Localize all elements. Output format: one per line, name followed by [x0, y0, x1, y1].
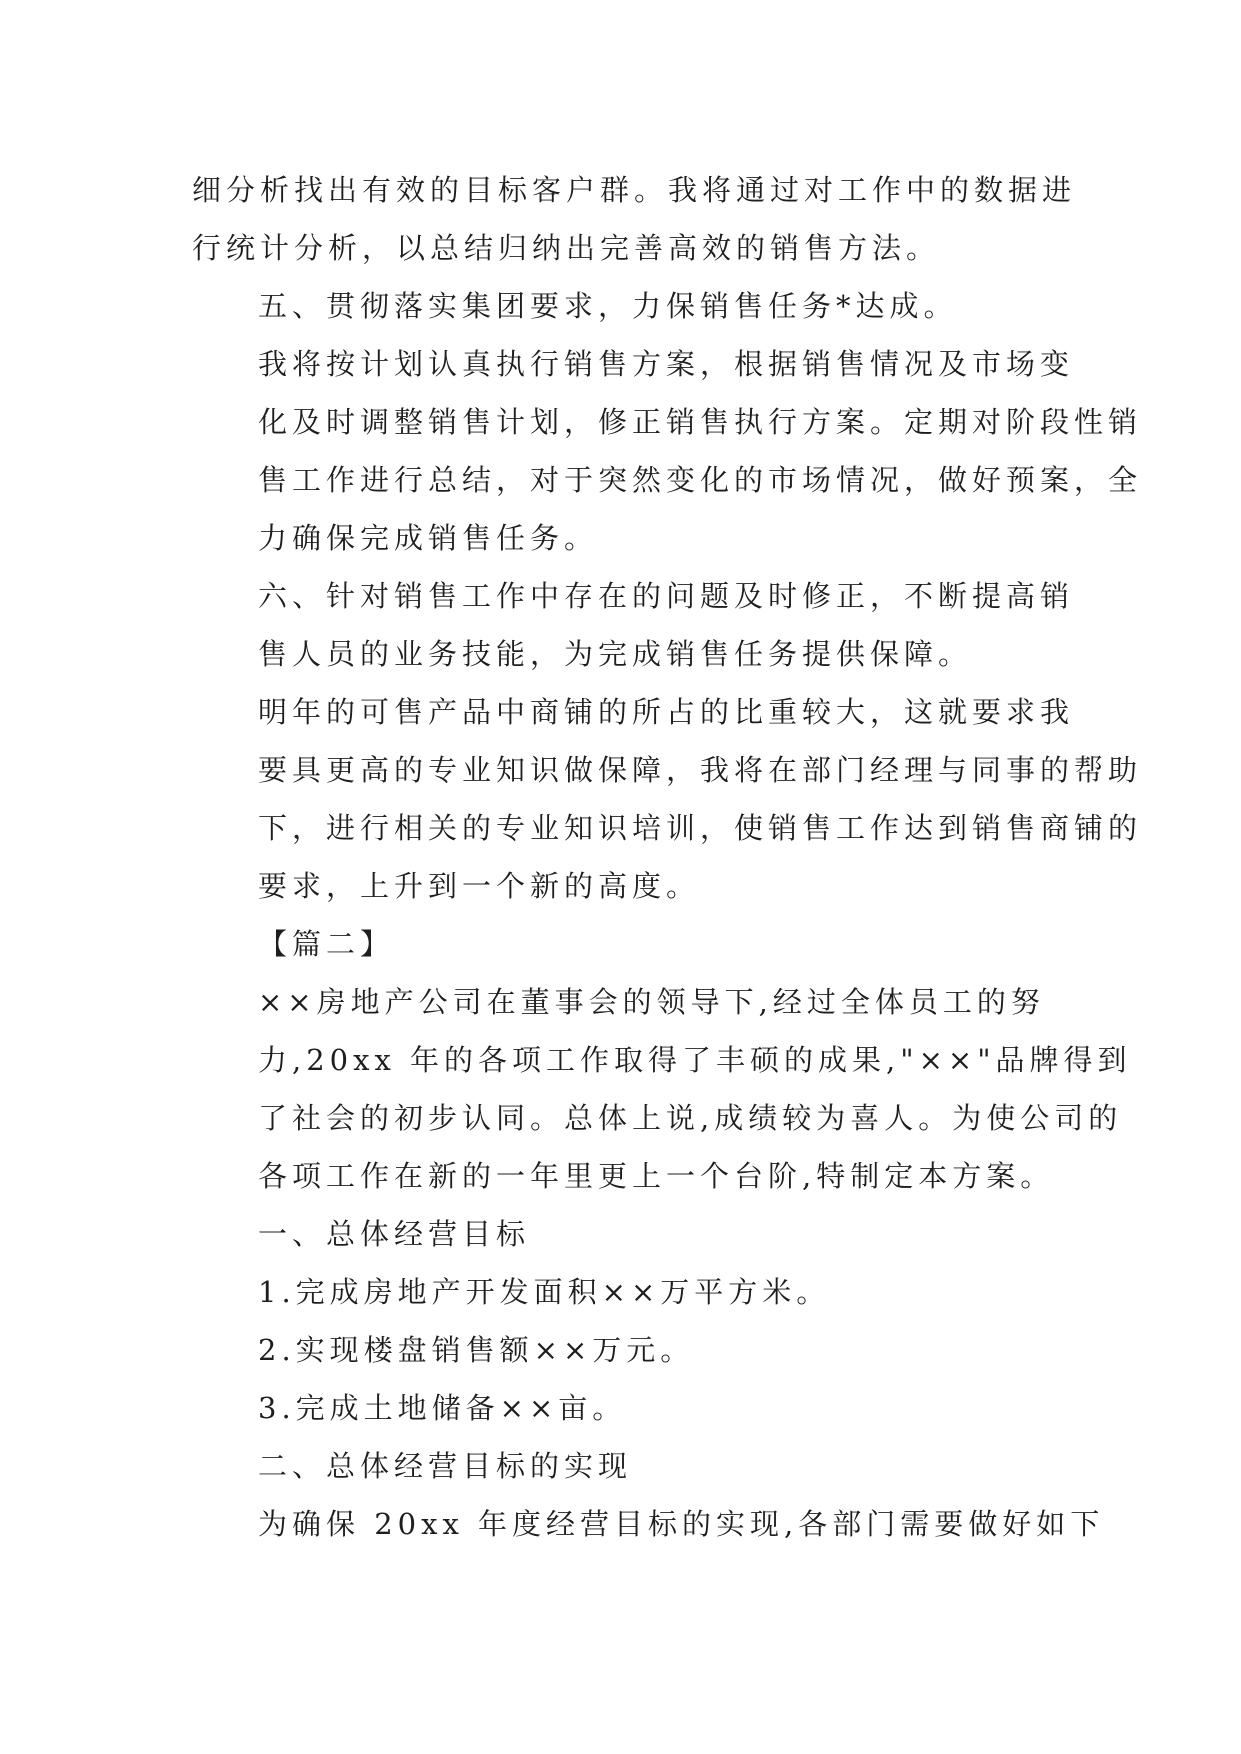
document-body — [192, 161, 1143, 1553]
text-line: 了社会的初步认同。总体上说,成绩较为喜人。为使公司的 — [258, 1101, 1123, 1135]
text-line: 二、总体经营目标的实现 — [258, 1449, 633, 1483]
text-line: 我将按计划认真执行销售方案，根据销售情况及市场变 — [258, 347, 1075, 381]
text-line: 明年的可售产品中商铺的所占的比重较大，这就要求我 — [258, 695, 1075, 729]
text-line: 为确保 20xx 年度经营目标的实现,各部门需要做好如下 — [258, 1507, 1105, 1541]
paragraph — [192, 161, 1077, 277]
paragraph — [192, 567, 1075, 683]
text-line: 要求，上升到一个新的高度。 — [258, 869, 701, 903]
text-line: 【篇二】 — [258, 927, 395, 961]
text-line: 3.完成土地储备××亩。 — [258, 1391, 627, 1425]
text-line: 1.完成房地产开发面积××万平方米。 — [258, 1275, 831, 1309]
text-line: 一、总体经营目标 — [258, 1217, 531, 1251]
text-line: 化及时调整销售计划，修正销售执行方案。定期对阶段性销 — [258, 405, 1143, 439]
paragraph — [192, 1263, 1052, 1321]
paragraph — [192, 973, 1132, 1205]
paragraph — [192, 1205, 1052, 1263]
paragraph — [192, 683, 1143, 915]
text-line: 五、贯彻落实集团要求，力保销售任务*达成。 — [258, 289, 958, 323]
paragraph — [192, 1321, 1052, 1379]
text-line: 下，进行相关的专业知识培训，使销售工作达到销售商铺的 — [258, 811, 1143, 845]
paragraph — [192, 335, 1143, 567]
paragraph — [192, 277, 1052, 335]
text-line: 售人员的业务技能，为完成销售任务提供保障。 — [258, 637, 973, 671]
paragraph — [192, 915, 1052, 973]
paragraph — [192, 1379, 1052, 1437]
paragraph — [192, 1437, 1052, 1495]
text-line: 力确保完成销售任务。 — [258, 521, 599, 555]
text-line: 各项工作在新的一年里更上一个台阶,特制定本方案。 — [258, 1159, 1055, 1193]
text-line: 细分析找出有效的目标客户群。我将通过对工作中的数据进 — [192, 173, 1077, 207]
text-line: ××房地产公司在董事会的领导下,经过全体员工的努 — [258, 985, 1045, 1019]
paragraph — [192, 1495, 1105, 1553]
text-line: 售工作进行总结，对于突然变化的市场情况，做好预案，全 — [258, 463, 1143, 497]
text-line: 行统计分析，以总结归纳出完善高效的销售方法。 — [192, 231, 941, 265]
text-line: 2.实现楼盘销售额××万元。 — [258, 1333, 695, 1367]
text-line: 力,20xx 年的各项工作取得了丰硕的成果,"××"品牌得到 — [258, 1043, 1132, 1077]
text-line: 六、针对销售工作中存在的问题及时修正，不断提高销 — [258, 579, 1075, 613]
text-line: 要具更高的专业知识做保障，我将在部门经理与同事的帮助 — [258, 753, 1143, 787]
